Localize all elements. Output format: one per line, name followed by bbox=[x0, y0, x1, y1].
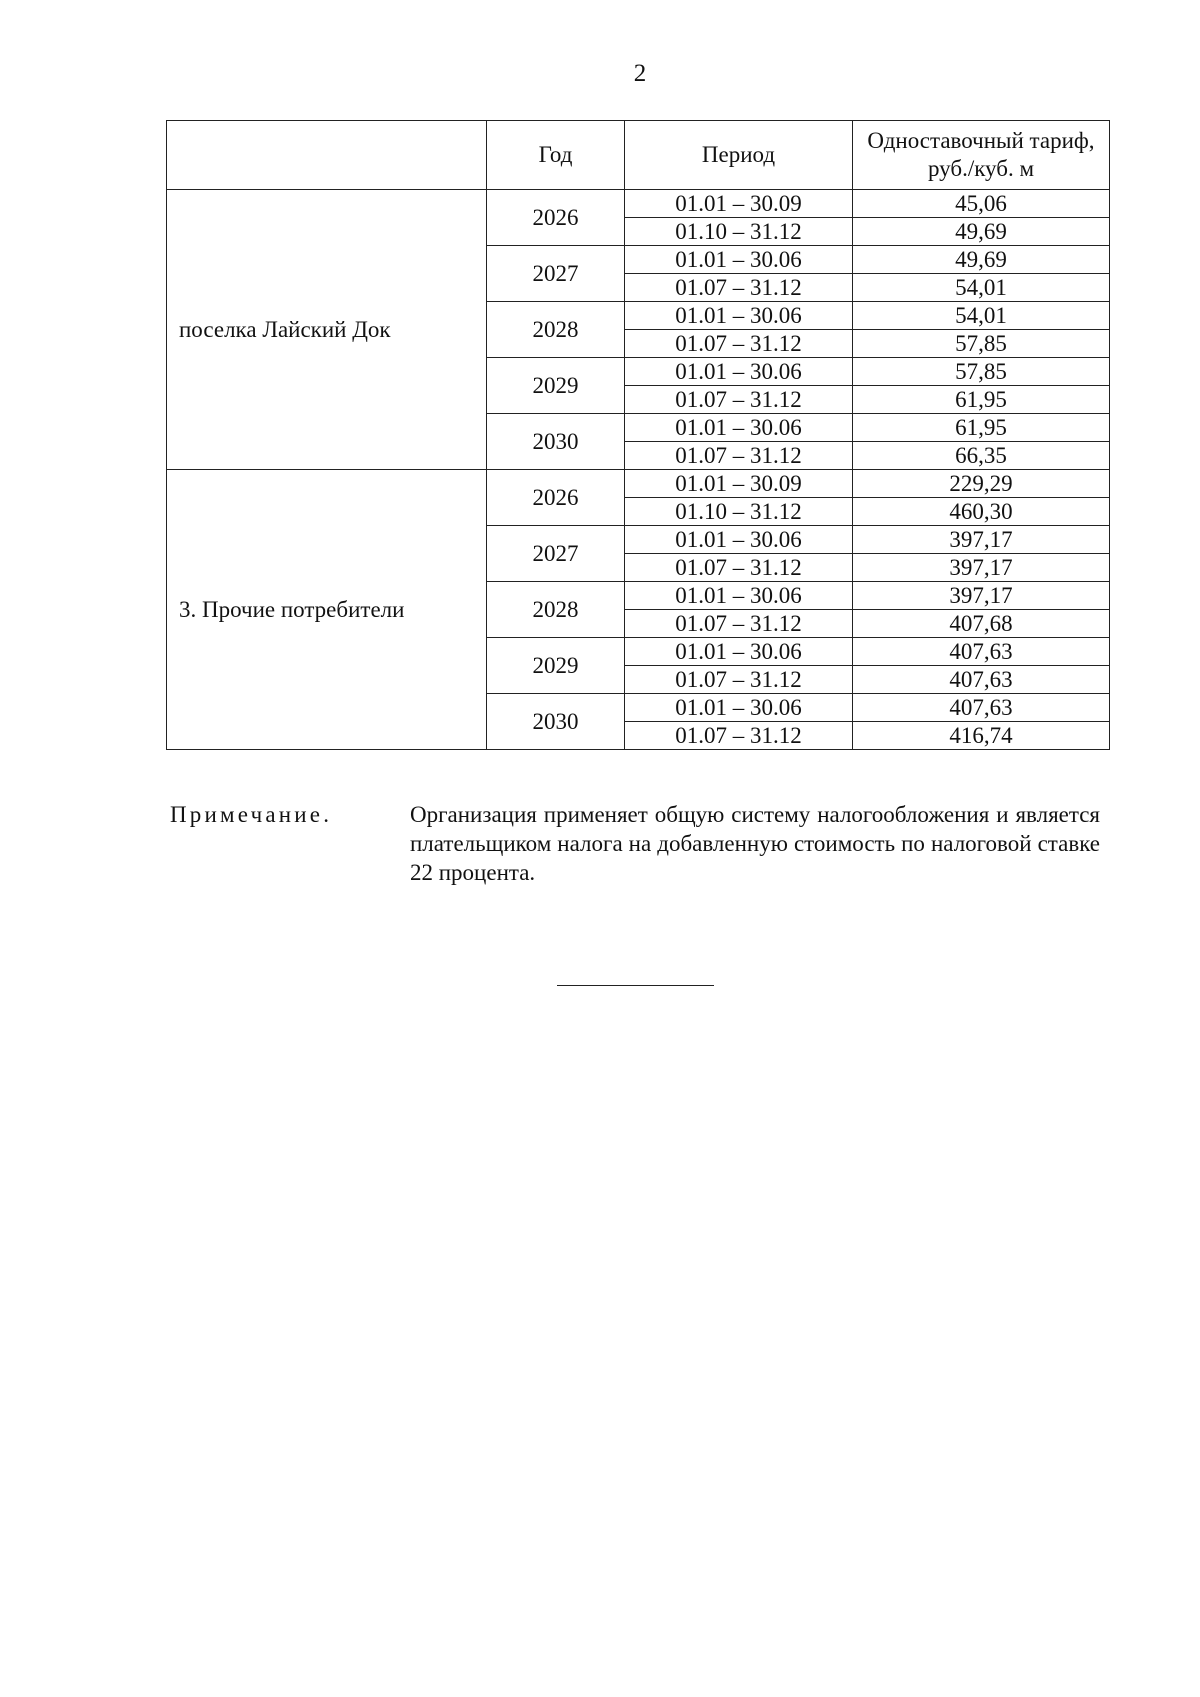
tariff-cell: 49,69 bbox=[853, 218, 1110, 246]
tariff-cell: 397,17 bbox=[853, 526, 1110, 554]
consumer-cell: 3. Прочие потребители bbox=[167, 470, 487, 750]
tariff-cell: 57,85 bbox=[853, 358, 1110, 386]
consumer-cell: поселка Лайский Док bbox=[167, 190, 487, 470]
period-cell: 01.01 – 30.06 bbox=[625, 414, 853, 442]
tariff-cell: 49,69 bbox=[853, 246, 1110, 274]
period-cell: 01.10 – 31.12 bbox=[625, 498, 853, 526]
end-divider bbox=[557, 985, 714, 986]
period-cell: 01.07 – 31.12 bbox=[625, 386, 853, 414]
period-cell: 01.07 – 31.12 bbox=[625, 666, 853, 694]
period-cell: 01.01 – 30.06 bbox=[625, 582, 853, 610]
period-cell: 01.07 – 31.12 bbox=[625, 330, 853, 358]
table-row bbox=[167, 190, 1110, 218]
tariff-cell: 407,68 bbox=[853, 610, 1110, 638]
year-cell: 2028 bbox=[487, 582, 625, 638]
year-cell: 2026 bbox=[487, 190, 625, 246]
tariff-cell: 397,17 bbox=[853, 582, 1110, 610]
tariff-cell: 407,63 bbox=[853, 638, 1110, 666]
period-cell: 01.01 – 30.09 bbox=[625, 190, 853, 218]
period-cell: 01.01 – 30.06 bbox=[625, 694, 853, 722]
tariff-cell: 61,95 bbox=[853, 414, 1110, 442]
year-cell: 2029 bbox=[487, 358, 625, 414]
year-cell: 2028 bbox=[487, 302, 625, 358]
period-cell: 01.07 – 31.12 bbox=[625, 722, 853, 750]
tariff-cell: 61,95 bbox=[853, 386, 1110, 414]
year-cell: 2029 bbox=[487, 638, 625, 694]
tariff-cell: 229,29 bbox=[853, 470, 1110, 498]
period-cell: 01.01 – 30.06 bbox=[625, 526, 853, 554]
tariff-cell: 397,17 bbox=[853, 554, 1110, 582]
year-cell: 2030 bbox=[487, 694, 625, 750]
header-tariff bbox=[853, 121, 1110, 190]
note-text: Организация применяет общую систему налогообложения и является плательщиком налога на добавленную стоимость по налоговой ставке 22 процента. bbox=[410, 802, 1100, 885]
tariff-cell: 66,35 bbox=[853, 442, 1110, 470]
tariff-cell: 54,01 bbox=[853, 274, 1110, 302]
period-cell: 01.07 – 31.12 bbox=[625, 610, 853, 638]
header-year: Год bbox=[487, 121, 625, 190]
tariff-table bbox=[166, 120, 1110, 750]
tariff-cell: 45,06 bbox=[853, 190, 1110, 218]
tariff-cell: 407,63 bbox=[853, 694, 1110, 722]
period-cell: 01.01 – 30.09 bbox=[625, 470, 853, 498]
period-cell: 01.01 – 30.06 bbox=[625, 246, 853, 274]
header-period: Период bbox=[625, 121, 853, 190]
period-cell: 01.07 – 31.12 bbox=[625, 274, 853, 302]
period-cell: 01.01 – 30.06 bbox=[625, 358, 853, 386]
period-cell: 01.07 – 31.12 bbox=[625, 554, 853, 582]
table-body bbox=[167, 190, 1110, 750]
year-cell: 2027 bbox=[487, 246, 625, 302]
tariff-cell: 407,63 bbox=[853, 666, 1110, 694]
table-header-row bbox=[167, 121, 1110, 190]
year-cell: 2027 bbox=[487, 526, 625, 582]
tariff-cell: 460,30 bbox=[853, 498, 1110, 526]
period-cell: 01.10 – 31.12 bbox=[625, 218, 853, 246]
period-cell: 01.01 – 30.06 bbox=[625, 638, 853, 666]
page-number: 2 bbox=[633, 60, 647, 87]
tariff-cell: 57,85 bbox=[853, 330, 1110, 358]
tariff-cell: 54,01 bbox=[853, 302, 1110, 330]
note-label: Примечание. bbox=[170, 802, 333, 827]
header-consumer bbox=[167, 121, 487, 190]
year-cell: 2026 bbox=[487, 470, 625, 526]
header-tariff-line2: руб./куб. м bbox=[927, 156, 1035, 181]
header-tariff-line1: Одноставочный тариф, bbox=[867, 128, 1095, 153]
year-cell: 2030 bbox=[487, 414, 625, 470]
tariff-cell: 416,74 bbox=[853, 722, 1110, 750]
period-cell: 01.07 – 31.12 bbox=[625, 442, 853, 470]
table-row bbox=[167, 470, 1110, 498]
period-cell: 01.01 – 30.06 bbox=[625, 302, 853, 330]
